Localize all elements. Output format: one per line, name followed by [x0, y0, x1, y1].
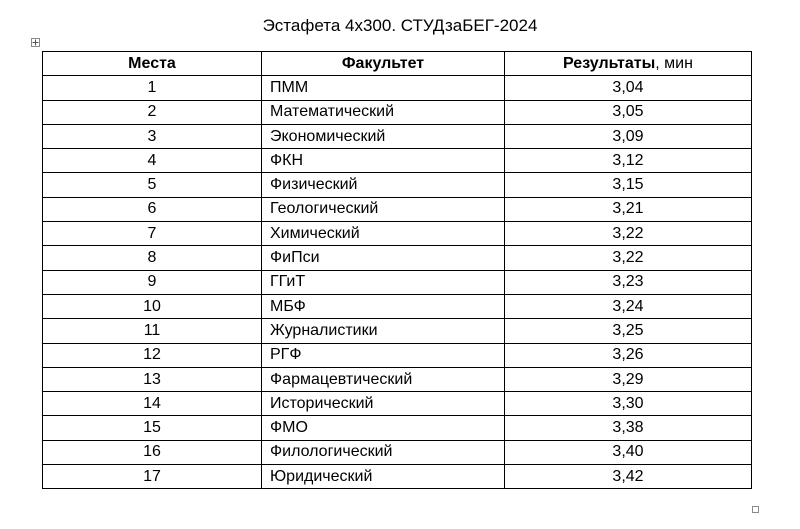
cell-faculty: Юридический: [262, 465, 505, 489]
cell-faculty: Геологический: [262, 197, 505, 221]
document-title: Эстафета 4х300. СТУДзаБЕГ-2024: [262, 16, 538, 35]
cell-faculty: ПММ: [262, 76, 505, 100]
cell-faculty: ФМО: [262, 416, 505, 440]
table-body: [43, 76, 752, 489]
table-resize-handle-icon[interactable]: [752, 506, 759, 513]
cell-faculty: ГГиТ: [262, 270, 505, 294]
cell-result: 3,09: [505, 124, 752, 148]
cell-place: 8: [43, 246, 262, 270]
cell-result: 3,29: [505, 367, 752, 391]
table-row: [43, 343, 752, 367]
cell-result: 3,04: [505, 76, 752, 100]
cell-faculty: Экономический: [262, 124, 505, 148]
cell-faculty: МБФ: [262, 294, 505, 318]
header-result-unit: , мин: [655, 54, 693, 72]
cell-place: 17: [43, 465, 262, 489]
table-move-handle-icon[interactable]: [31, 38, 40, 47]
table-row: [43, 294, 752, 318]
table-row: [43, 124, 752, 148]
cell-result: 3,26: [505, 343, 752, 367]
cell-faculty: Химический: [262, 222, 505, 246]
cell-place: 16: [43, 440, 262, 464]
cell-place: 4: [43, 149, 262, 173]
cell-result: 3,22: [505, 222, 752, 246]
table-row: [43, 197, 752, 221]
cell-faculty: Исторический: [262, 392, 505, 416]
cell-faculty: Филологический: [262, 440, 505, 464]
cell-place: 14: [43, 392, 262, 416]
cell-place: 9: [43, 270, 262, 294]
header-faculty: Факультет: [262, 52, 505, 76]
cell-result: 3,40: [505, 440, 752, 464]
table-row: [43, 76, 752, 100]
cell-faculty: Журналистики: [262, 319, 505, 343]
four-arrows-icon: [32, 39, 39, 46]
cell-result: 3,15: [505, 173, 752, 197]
cell-faculty: Фармацевтический: [262, 367, 505, 391]
table-row: [43, 319, 752, 343]
table-row: [43, 367, 752, 391]
table-row: [43, 173, 752, 197]
cell-place: 12: [43, 343, 262, 367]
table-row: [43, 270, 752, 294]
cell-faculty: ФКН: [262, 149, 505, 173]
cell-place: 10: [43, 294, 262, 318]
cell-result: 3,21: [505, 197, 752, 221]
cell-result: 3,42: [505, 465, 752, 489]
table-row: [43, 465, 752, 489]
table-row: [43, 392, 752, 416]
cell-result: 3,24: [505, 294, 752, 318]
results-table: [42, 51, 752, 489]
cell-faculty: РГФ: [262, 343, 505, 367]
table-row: [43, 100, 752, 124]
cell-faculty: Физический: [262, 173, 505, 197]
cell-result: 3,25: [505, 319, 752, 343]
table-row: [43, 416, 752, 440]
header-place: Места: [43, 52, 262, 76]
header-result: [505, 52, 752, 76]
cell-place: 6: [43, 197, 262, 221]
cell-result: 3,22: [505, 246, 752, 270]
cell-place: 15: [43, 416, 262, 440]
cell-faculty: ФиПси: [262, 246, 505, 270]
cell-result: 3,12: [505, 149, 752, 173]
table-row: [43, 246, 752, 270]
table-row: [43, 222, 752, 246]
cell-faculty: Математический: [262, 100, 505, 124]
cell-place: 1: [43, 76, 262, 100]
table-header-row: [43, 52, 752, 76]
cell-result: 3,23: [505, 270, 752, 294]
header-result-label: Результаты: [563, 54, 656, 72]
cell-place: 3: [43, 124, 262, 148]
cell-result: 3,38: [505, 416, 752, 440]
cell-place: 7: [43, 222, 262, 246]
cell-place: 5: [43, 173, 262, 197]
cell-result: 3,30: [505, 392, 752, 416]
cell-place: 11: [43, 319, 262, 343]
cell-place: 13: [43, 367, 262, 391]
table-row: [43, 440, 752, 464]
cell-place: 2: [43, 100, 262, 124]
cell-result: 3,05: [505, 100, 752, 124]
table-row: [43, 149, 752, 173]
